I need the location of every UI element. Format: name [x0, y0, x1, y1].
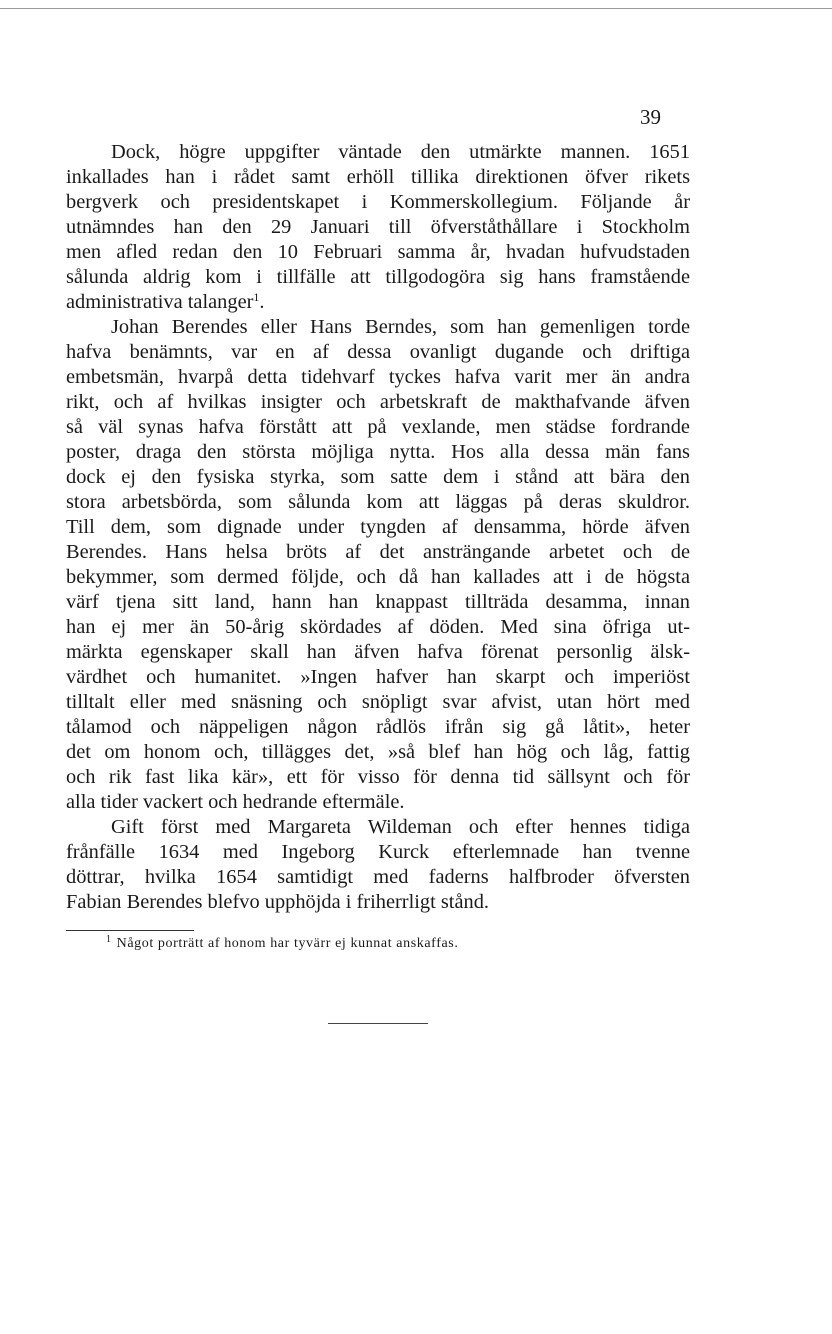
text-line: frånfälle 1634 med Ingeborg Kurck efterlemnade han tvenne: [66, 841, 690, 863]
text-line: Johan Berendes eller Hans Berndes, som han gemenligen torde: [111, 316, 690, 338]
text-line: han ej mer än 50-årig skördades af döden. Med sina öfriga ut-: [66, 616, 690, 638]
page-top-edge-rule: [0, 8, 832, 9]
text-line: sålunda aldrig kom i tillfälle att tillgodogöra sig hans framstående: [66, 266, 690, 288]
footnote-marker: 1: [106, 934, 112, 945]
paragraph: [66, 140, 690, 315]
text-line: embetsmän, hvarpå detta tidehvarf tyckes hafva varit mer än andra: [66, 366, 690, 388]
text-line: Gift först med Margareta Wildeman och efter hennes tidiga: [111, 816, 690, 838]
text-line: hafva benämnts, var en af dessa ovanligt dugande och driftiga: [66, 341, 690, 363]
sentence-end: .: [259, 291, 265, 313]
text-line-last: alla tider vackert och hedrande eftermäle.: [66, 791, 405, 813]
text-line: bekymmer, som dermed följde, och då han kallades att i de högsta: [66, 566, 690, 588]
text-line: inkallades han i rådet samt erhöll tillika direktionen öfver rikets: [66, 166, 690, 188]
text-line: stora arbetsbörda, som sålunda kom att läggas på deras skuldror.: [66, 491, 690, 513]
text-line: rikt, och af hvilkas insigter och arbetskraft de makthafvande äfven: [66, 391, 690, 413]
body-text: [66, 140, 690, 915]
text-line: tålamod och näppeligen någon rådlös ifrån sig gå låtit», heter: [66, 716, 690, 738]
page-number: 39: [640, 105, 661, 129]
footnote-reference: 1: [253, 290, 260, 304]
text-line: bergverk och presidentskapet i Kommerskollegium. Följande år: [66, 191, 690, 213]
paragraph: [66, 315, 690, 815]
text-line: det om honom och, tillägges det, »så blef han hög och låg, fattig: [66, 741, 690, 763]
paragraph: [66, 815, 690, 915]
text-line-last: [66, 290, 690, 315]
text-line: tilltalt eller med snäsning och snöpligt svar afvist, utan hört med: [66, 691, 690, 713]
text-line: men afled redan den 10 Februari samma år, hvadan hufvudstaden: [66, 241, 690, 263]
text-line: utnämndes han den 29 Januari till öfverståthållare i Stockholm: [66, 216, 690, 238]
text-line: dock ej den fysiska styrka, som satte dem i stånd att bära den: [66, 466, 690, 488]
footnote-separator: [66, 930, 194, 931]
text-line: poster, draga den största möjliga nytta. Hos alla dessa män fans: [66, 441, 690, 463]
text-line: Berendes. Hans helsa bröts af det ansträngande arbetet och de: [66, 541, 690, 563]
footnote: [106, 934, 458, 954]
text-line: döttrar, hvilka 1654 samtidigt med faderns halfbroder öfversten: [66, 866, 690, 888]
text-line-last: Fabian Berendes blefvo upphöjda i friherrligt stånd.: [66, 891, 489, 913]
text-line: märkta egenskaper skall han äfven hafva förenat personlig älsk-: [66, 641, 690, 663]
text-line-content: administrativa talanger: [66, 291, 254, 313]
text-line: Till dem, som dignade under tyngden af densamma, hörde äfven: [66, 516, 690, 538]
end-ornament-rule: [328, 1023, 428, 1024]
text-line: och rik fast lika kär», ett för visso för denna tid sällsynt och för: [66, 766, 690, 788]
footnote-text: Något porträtt af honom har tyvärr ej kunnat anskaffas.: [116, 936, 459, 951]
text-line: värf tjena sitt land, hann han knappast tillträda desamma, innan: [66, 591, 690, 613]
text-line: så väl synas hafva förstått att på vexlande, men städse fordrande: [66, 416, 690, 438]
text-line: värdhet och humanitet. »Ingen hafver han skarpt och imperiöst: [66, 666, 690, 688]
text-line: Dock, högre uppgifter väntade den utmärkte mannen. 1651: [111, 141, 690, 163]
